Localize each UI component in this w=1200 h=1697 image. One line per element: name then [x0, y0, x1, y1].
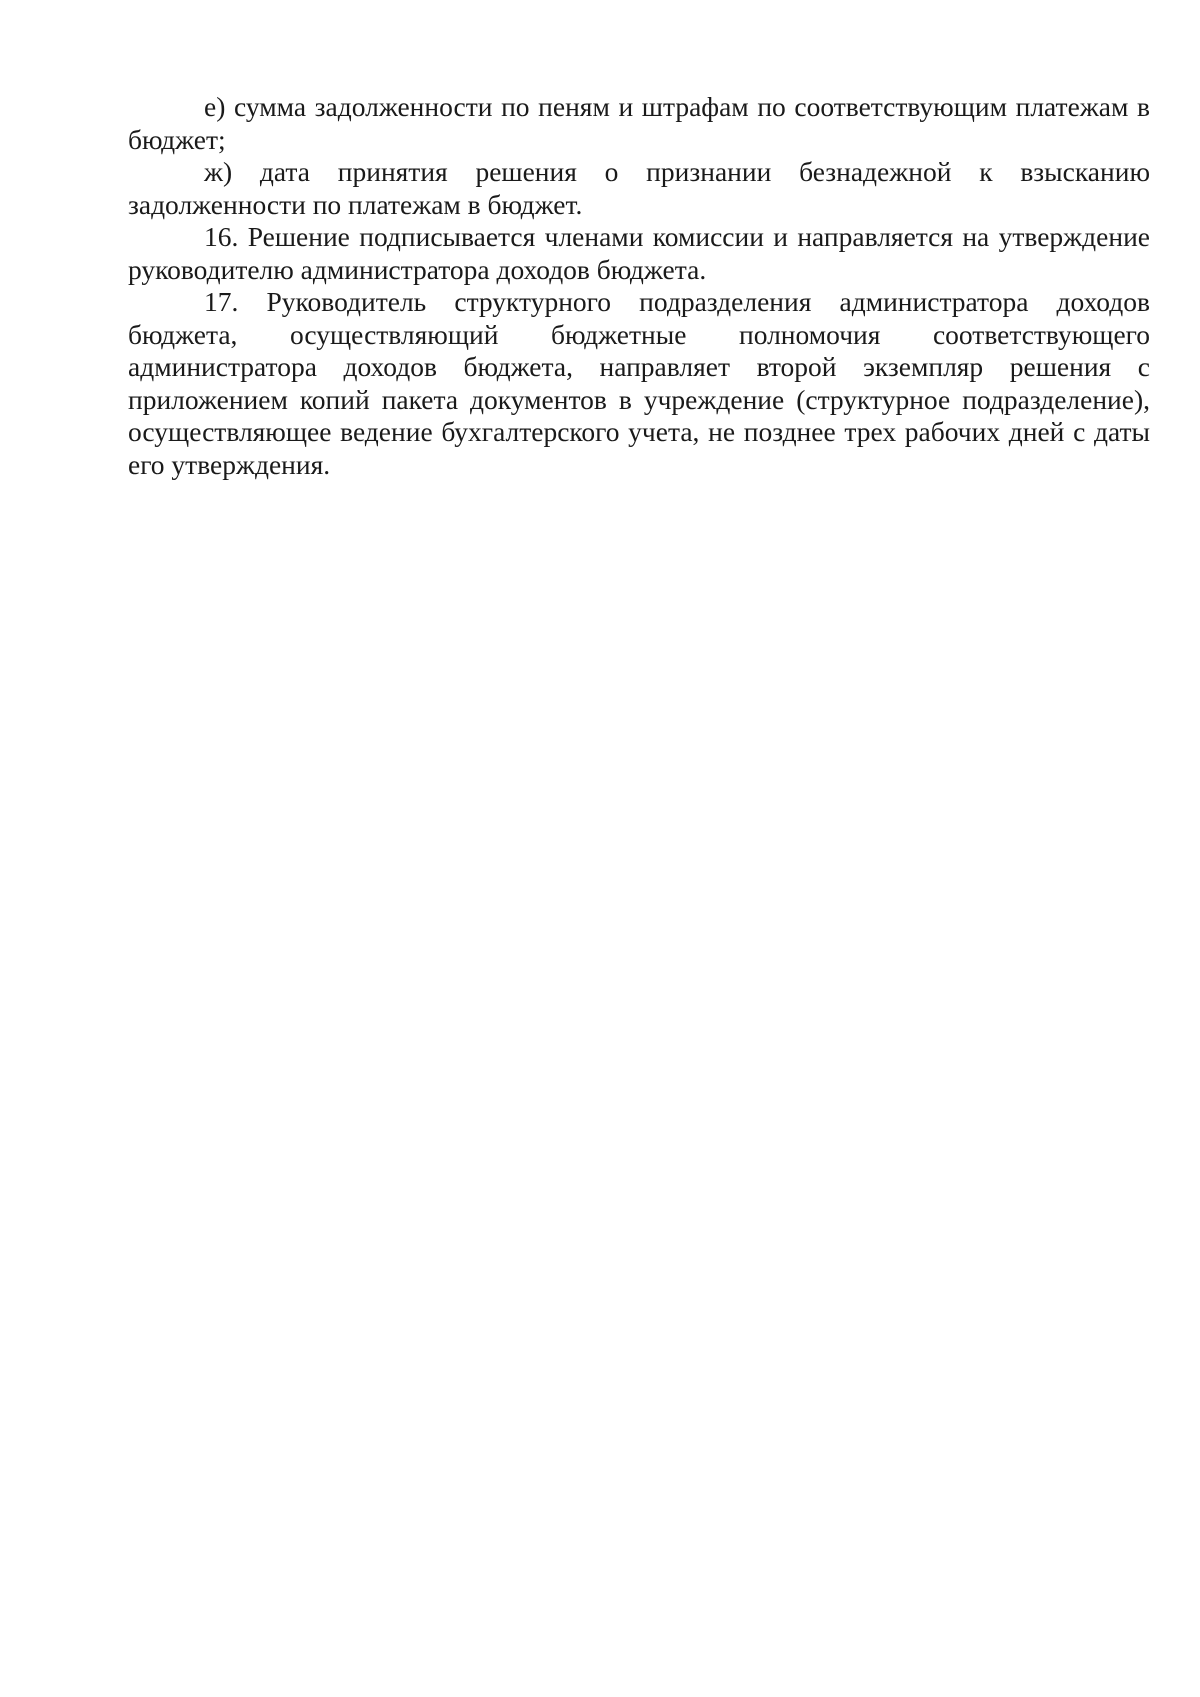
paragraph-17: 17. Руководитель структурного подразделения администратора доходов бюджета, осуществляющий бюджетные полномочия соответствующего администратора доходов бюджета, направляет второй экземпляр решения с приложением копий пакета документов в учреждение (структурное подразделение), осуществляющее ведение бухгалтерского учета, не позднее трех рабочих дней с даты его утверждения.: [128, 286, 1150, 480]
paragraph-16: 16. Решение подписывается членами комиссии и направляется на утверждение руководителю администратора доходов бюджета.: [128, 221, 1150, 285]
document-body: [128, 91, 1150, 481]
paragraph-item-zh: ж) дата принятия решения о признании безнадежной к взысканию задолженности по платежам в бюджет.: [128, 156, 1150, 220]
paragraph-item-e: е) сумма задолженности по пеням и штрафам по соответствующим платежам в бюджет;: [128, 91, 1150, 155]
